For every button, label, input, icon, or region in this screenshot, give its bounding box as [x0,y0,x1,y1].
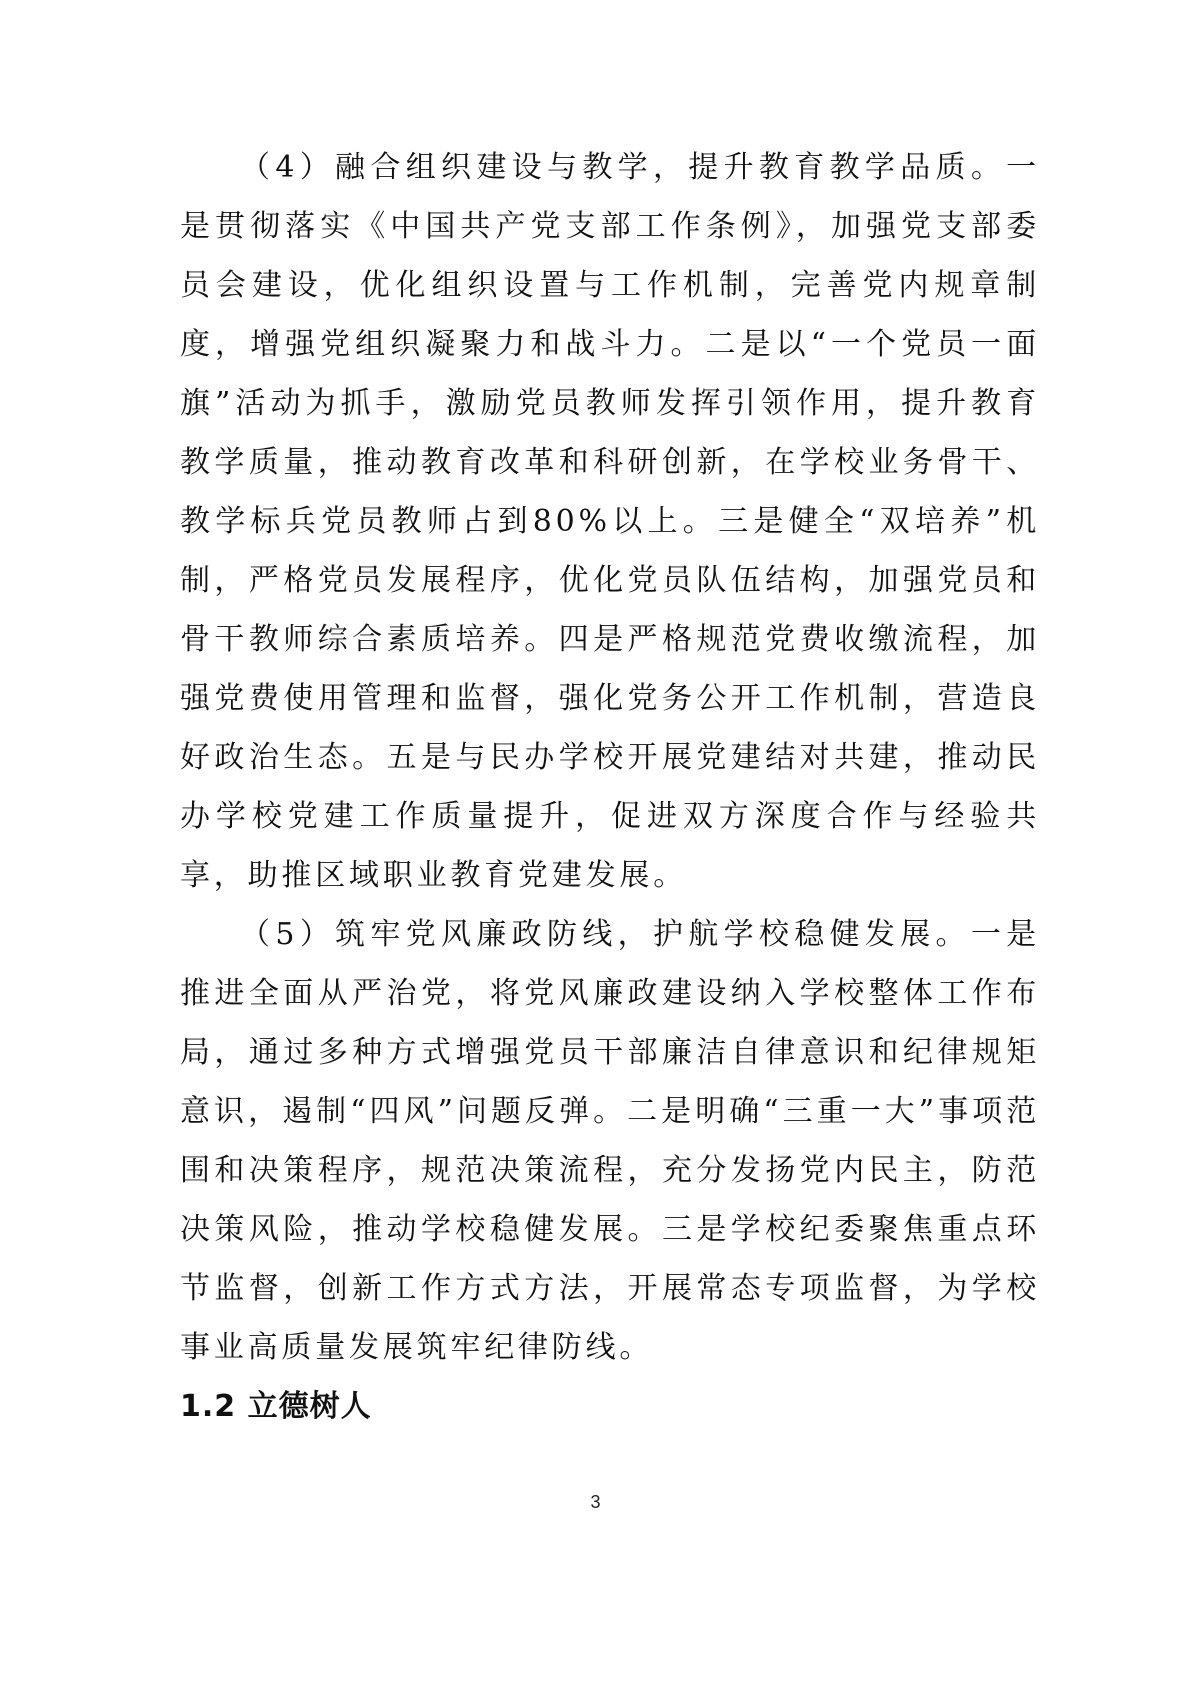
paragraph-integrity-defense-line: （5）筑牢党风廉政防线，护航学校稳健发展。一是推进全面从严治党，将党风廉政建设纳入学校整体工作布局，通过多种方式增强党员干部廉洁自律意识和纪律规矩意识，遏制“四风”问题反弹。二是明确“三重一大”事项范围和决策程序，规范决策流程，充分发扬党内民主，防范决策风险，推动学校稳健发展。三是学校纪委聚焦重点环节监督，创新工作方式方法，开展常态专项监督，为学校事业高质量发展筑牢纪律防线。 [180,917,1040,1365]
paragraph-party-organization-building: （4）融合组织建设与教学，提升教育教学品质。一是贯彻落实《中国共产党支部工作条例》，加强党支部委员会建设，优化组织设置与工作机制，完善党内规章制度，增强党组织凝聚力和战斗力。二是以“一个党员一面旗”活动为抓手，激励党员教师发挥引领作用，提升教育教学质量，推动教育改革和科研创新，在学校业务骨干、教学标兵党员教师占到80%以上。三是健全“双培养”机制，严格党员发展程序，优化党员队伍结构，加强党员和骨干教师综合素质培养。四是严格规范党费收缴流程，加强党费使用管理和监督，强化党务公开工作机制，营造良好政治生态。五是与民办学校开展党建结对共建，推动民办学校党建工作质量提升，促进双方深度合作与经验共享，助推区域职业教育党建发展。 [180,150,1040,893]
section-heading: 1.2 立德树人 [180,1389,372,1424]
page-body [180,138,1040,1436]
page-number: 3 [590,1492,601,1512]
